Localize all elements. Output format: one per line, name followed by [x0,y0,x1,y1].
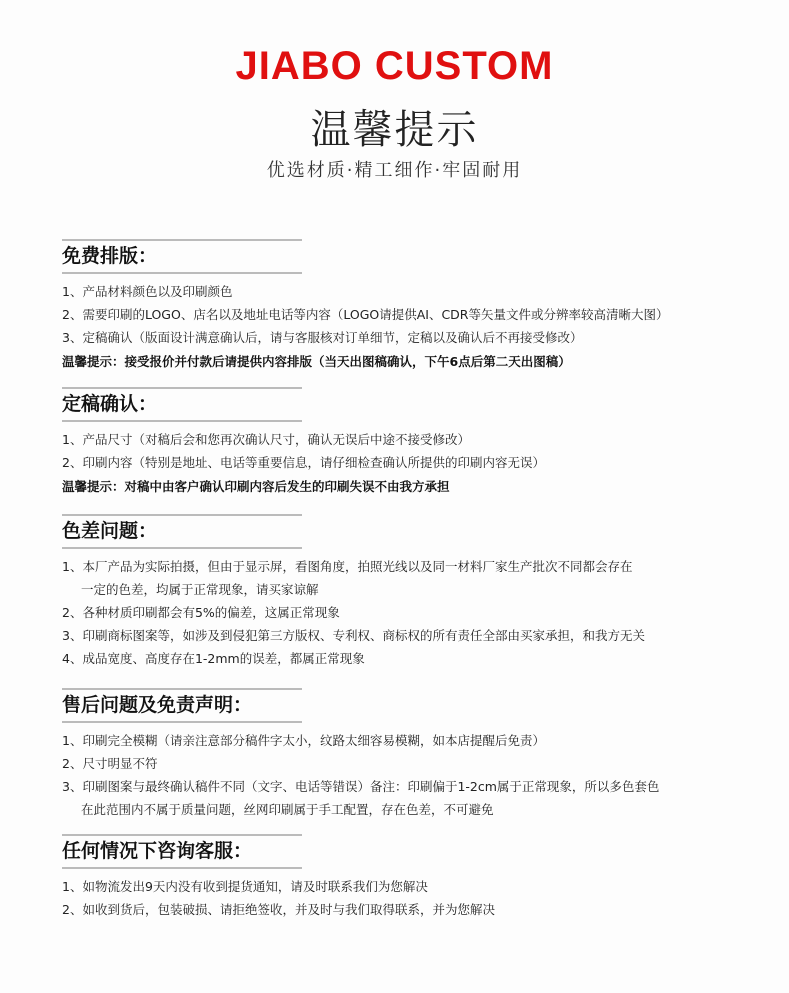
list-item: 1、印刷完全模糊（请亲注意部分稿件字太小，纹路太细容易模糊，如本店提醒后免责） [62,733,545,748]
divider [62,721,302,723]
subtitle: 优选材质·精工细作·牢固耐用 [266,160,523,181]
list-item: 2、需要印刷的LOGO、店名以及地址电话等内容（LOGO请提供AI、CDR等矢量文件或分辨率较高清晰大图） [62,307,669,322]
list-item: 2、印刷内容（特别是地址、电话等重要信息，请仔细检查确认所提供的印刷内容无误） [62,455,545,470]
section-heading: 任何情况下咨询客服： [62,840,253,862]
section-heading: 免费排版： [62,245,158,267]
section-heading: 售后问题及免责声明： [62,694,253,716]
list-item: 一定的色差，均属于正常现象，请买家谅解 [81,582,319,597]
list-item: 1、本厂产品为实际拍摄，但由于显示屏，看图角度，拍照光线以及同一材料厂家生产批次不同都会存在 [62,559,633,574]
section-contact-service [62,834,762,921]
section-note: 温馨提示：接受报价并付款后请提供内容排版（当天出图稿确认，下午6点后第二天出图稿） [62,354,571,369]
section-note: 温馨提示：对稿中由客户确认印刷内容后发生的印刷失误不由我方承担 [62,479,450,494]
list-item: 2、如收到货后，包装破损、请拒绝签收，并及时与我们取得联系，并为您解决 [62,902,495,917]
divider [62,272,302,274]
brand-title: JIABO CUSTOM [235,44,554,88]
list-item: 3、印刷图案与最终确认稿件不同（文字、电话等错误）备注：印刷偏于1-2cm属于正常现象，所以多色套色 [62,779,660,794]
section-after-sales [62,688,762,821]
list-item: 3、印刷商标图案等，如涉及到侵犯第三方版权、专利权、商标权的所有责任全部由买家承担，和我方无关 [62,628,645,643]
section-heading: 定稿确认： [62,393,158,415]
section-color-difference [62,514,762,670]
list-item: 3、定稿确认（版面设计满意确认后，请与客服核对订单细节，定稿以及确认后不再接受修改） [62,330,583,345]
list-item: 4、成品宽度、高度存在1-2mm的误差，都属正常现象 [62,651,365,666]
page-title: 温馨提示 [310,107,479,153]
divider [62,420,302,422]
section-heading: 色差问题： [62,520,158,542]
list-item: 1、如物流发出9天内没有收到提货通知，请及时联系我们为您解决 [62,879,428,894]
divider [62,547,302,549]
section-draft-confirm [62,387,762,499]
divider [62,867,302,869]
list-item: 在此范围内不属于质量问题，丝网印刷属于手工配置，存在色差，不可避免 [81,802,494,817]
list-item: 1、产品材料颜色以及印刷颜色 [62,284,233,299]
list-item: 2、各种材质印刷都会有5%的偏差，这属正常现象 [62,605,340,620]
section-free-layout [62,239,762,374]
list-item: 1、产品尺寸（对稿后会和您再次确认尺寸，确认无误后中途不接受修改） [62,432,470,447]
list-item: 2、尺寸明显不符 [62,756,158,771]
